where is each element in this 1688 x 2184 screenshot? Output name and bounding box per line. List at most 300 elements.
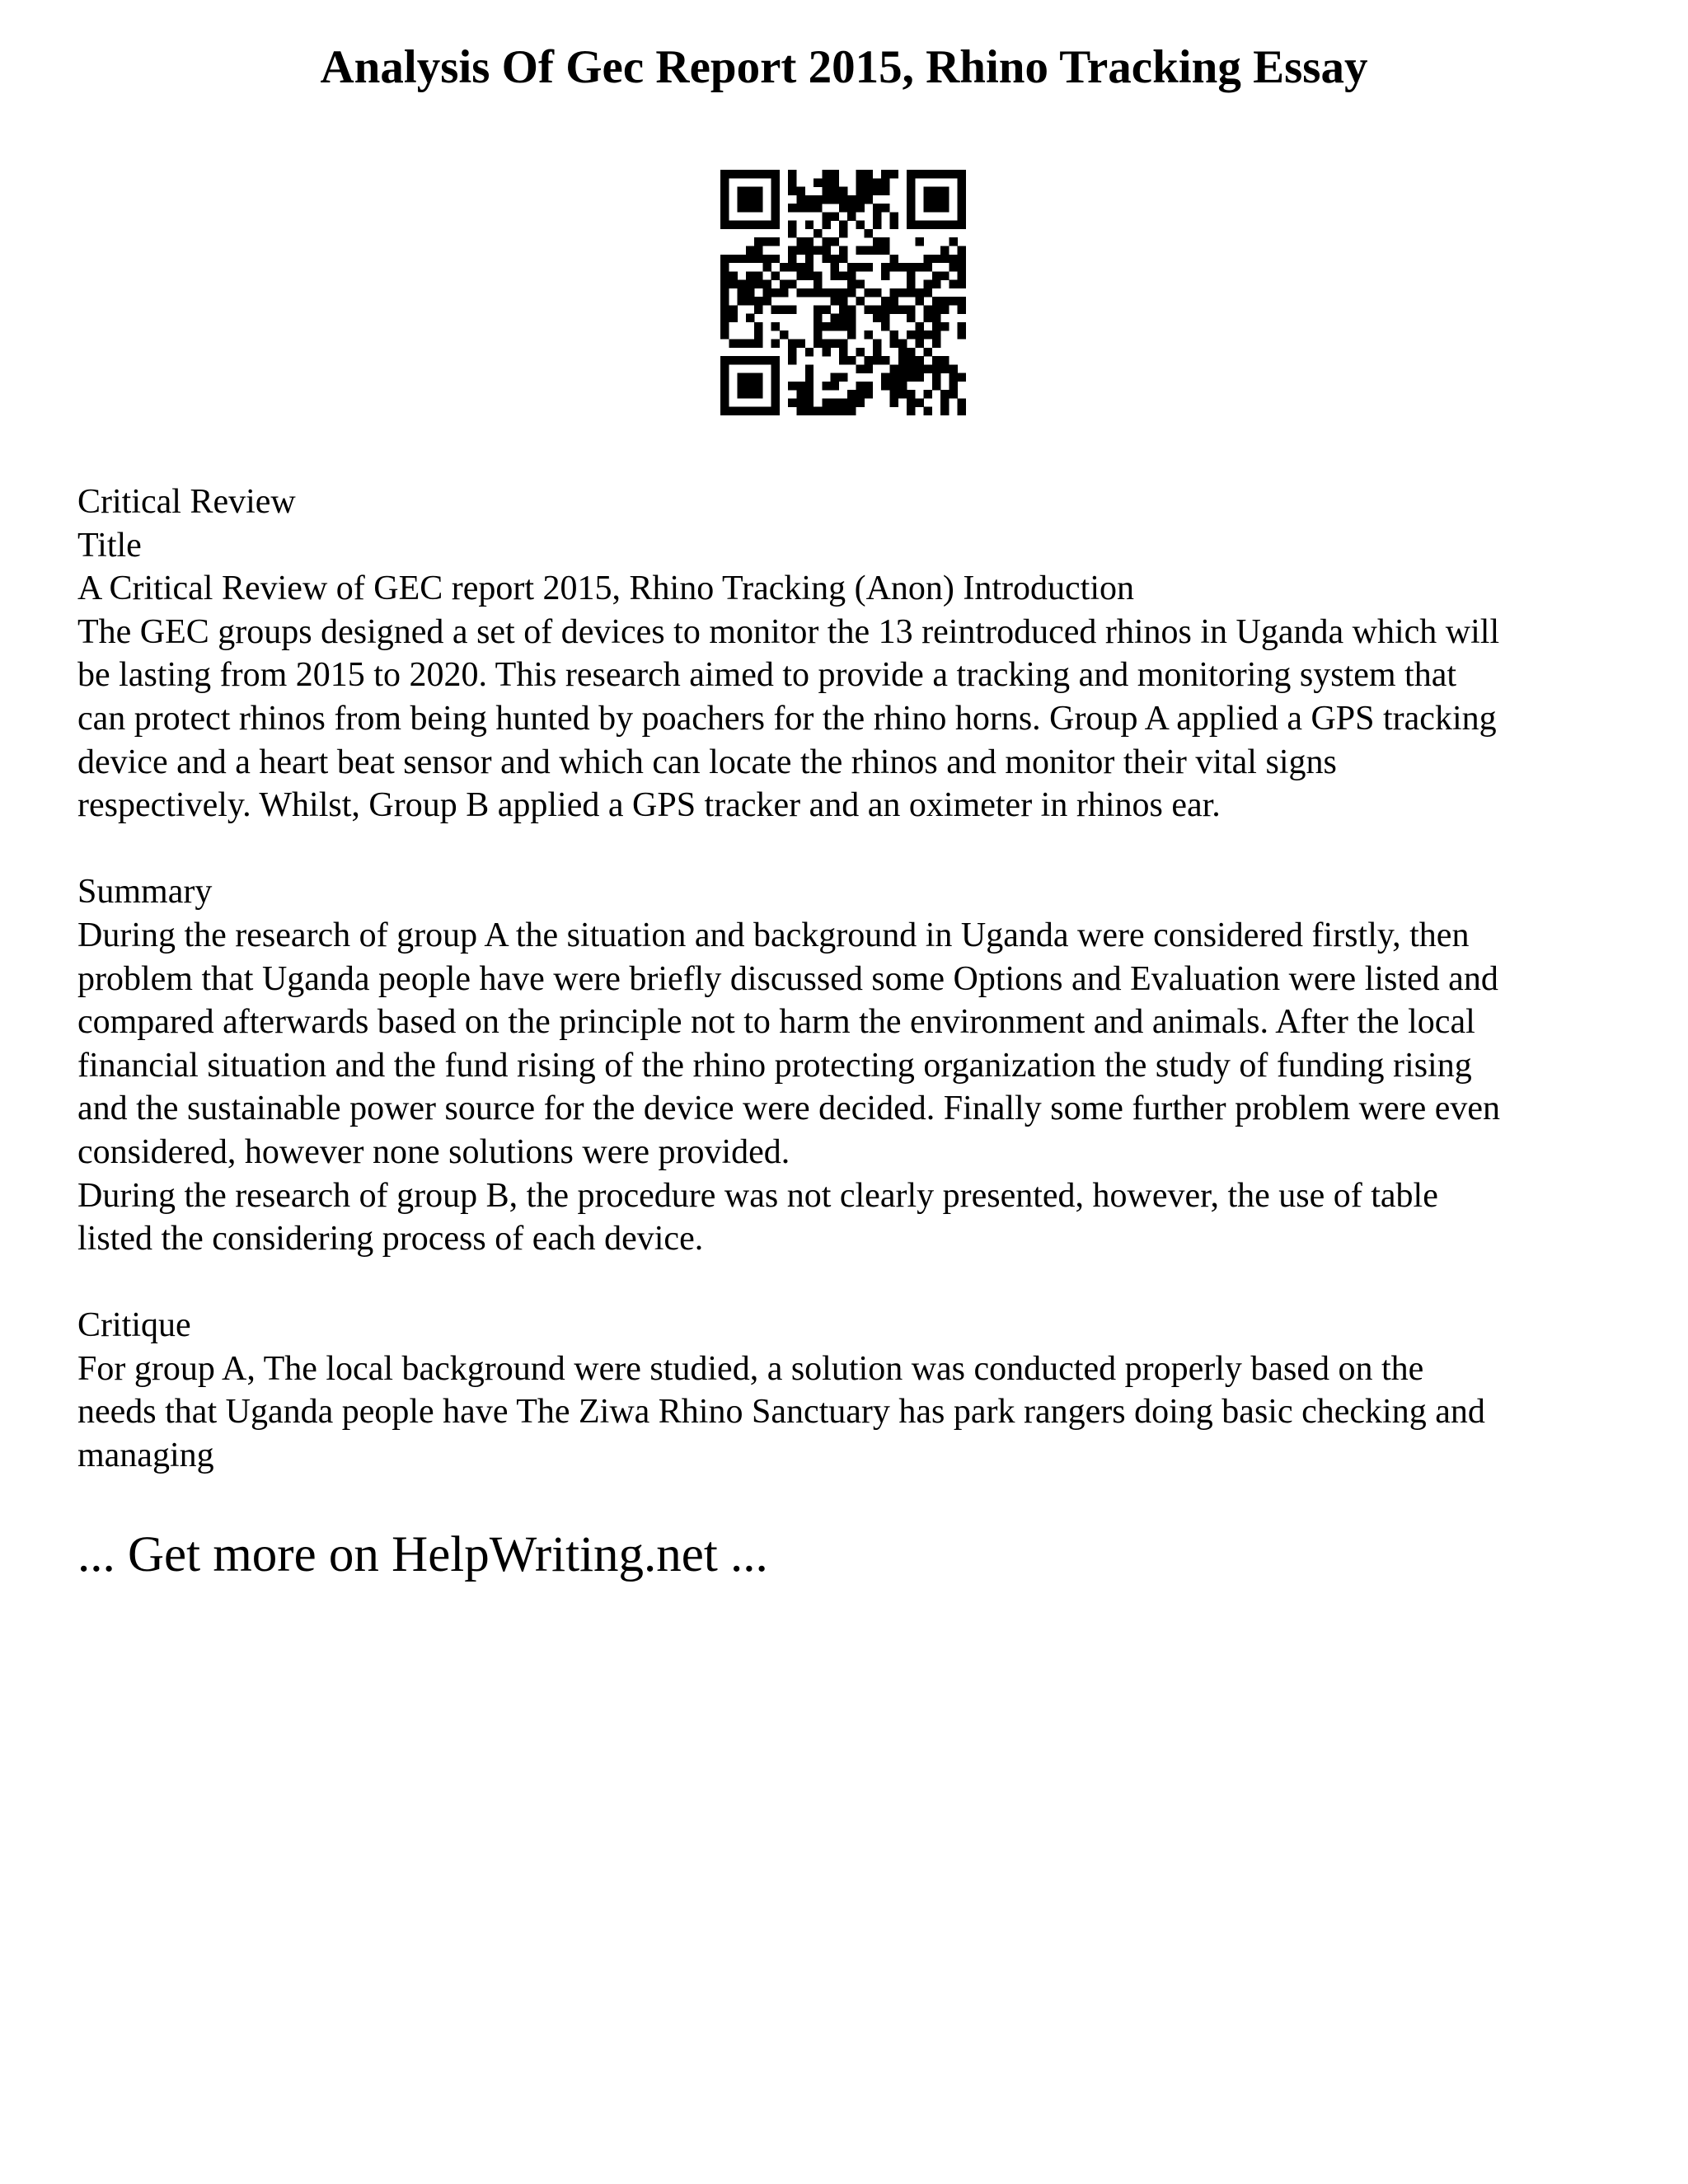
qr-module <box>949 255 957 263</box>
qr-module <box>865 356 873 364</box>
qr-module <box>780 288 788 297</box>
qr-module <box>881 322 889 330</box>
qr-module <box>720 263 729 271</box>
qr-module <box>856 178 864 186</box>
paragraph-line: compared afterwards based on the principle not to harm the environment and animals. After the local <box>77 1003 1475 1042</box>
qr-module <box>907 195 915 204</box>
qr-module <box>839 246 847 254</box>
qr-module <box>940 170 949 178</box>
qr-module <box>932 322 940 330</box>
qr-module <box>915 398 923 406</box>
paragraph-line: managing <box>77 1436 214 1475</box>
qr-module <box>881 297 889 305</box>
qr-module <box>720 221 729 229</box>
qr-module <box>907 221 915 229</box>
qr-module <box>831 407 839 415</box>
paragraph-line: device and a heart beat sensor and which can locate the rhinos and monitor their vital signs <box>77 743 1337 781</box>
qr-module <box>907 178 915 186</box>
qr-module <box>856 297 864 305</box>
qr-module <box>915 170 923 178</box>
qr-module <box>839 297 847 305</box>
qr-module <box>831 237 839 246</box>
qr-module <box>898 373 907 382</box>
qr-module <box>720 398 729 406</box>
qr-module <box>847 322 856 330</box>
qr-module <box>805 373 814 382</box>
qr-module <box>932 255 940 263</box>
qr-module <box>890 305 898 313</box>
qr-module <box>720 356 729 364</box>
qr-module <box>915 330 923 339</box>
qr-module <box>720 314 729 322</box>
qr-module <box>958 280 966 288</box>
qr-module <box>873 187 881 195</box>
qr-module <box>738 340 746 348</box>
qr-module <box>814 322 822 330</box>
qr-module <box>771 204 780 212</box>
qr-module <box>924 280 932 288</box>
qr-module <box>907 364 915 373</box>
qr-module <box>796 340 804 348</box>
qr-module <box>738 204 746 212</box>
qr-module <box>720 297 729 305</box>
qr-module <box>907 170 915 178</box>
qr-module <box>729 340 737 348</box>
qr-module <box>831 340 839 348</box>
qr-module <box>805 255 814 263</box>
qr-module <box>771 305 780 313</box>
qr-module <box>915 364 923 373</box>
qr-module <box>771 178 780 186</box>
qr-module <box>788 340 796 348</box>
qr-module <box>738 255 746 263</box>
qr-module <box>771 170 780 178</box>
qr-module <box>754 373 762 382</box>
paragraph-line: listed the considering process of each device. <box>77 1220 704 1258</box>
qr-module <box>881 237 889 246</box>
qr-module <box>940 322 949 330</box>
qr-module <box>856 204 864 212</box>
qr-module <box>915 297 923 305</box>
qr-module <box>822 221 830 229</box>
qr-module <box>932 314 940 322</box>
qr-module <box>754 305 762 313</box>
qr-module <box>881 170 889 178</box>
qr-module <box>746 195 754 204</box>
paragraph-line: considered, however none solutions were provided. <box>77 1132 790 1171</box>
qr-module <box>814 288 822 297</box>
qr-module <box>940 305 949 313</box>
qr-module <box>788 348 796 356</box>
qr-module <box>873 178 881 186</box>
qr-module <box>771 187 780 195</box>
qr-module <box>788 382 796 390</box>
qr-module <box>805 382 814 390</box>
paragraph-line: can protect rhinos from being hunted by poachers for the rhino horns. Group A applied a GPS tracking <box>77 699 1497 738</box>
qr-module <box>720 305 729 313</box>
qr-module <box>754 271 762 279</box>
qr-module <box>746 314 754 322</box>
qr-module <box>805 246 814 254</box>
qr-module <box>890 382 898 390</box>
qr-module <box>898 288 907 297</box>
qr-module <box>958 322 966 330</box>
qr-module <box>720 271 729 279</box>
qr-module <box>881 187 889 195</box>
qr-module <box>958 195 966 204</box>
qr-module <box>924 348 932 356</box>
qr-module <box>729 271 737 279</box>
qr-module <box>932 187 940 195</box>
qr-module <box>898 305 907 313</box>
qr-module <box>831 322 839 330</box>
qr-module <box>890 288 898 297</box>
qr-module <box>822 288 830 297</box>
qr-module <box>746 340 754 348</box>
qr-module <box>907 314 915 322</box>
qr-module <box>771 271 780 279</box>
qr-module <box>788 246 796 254</box>
qr-module <box>771 364 780 373</box>
qr-module <box>738 170 746 178</box>
qr-module <box>822 322 830 330</box>
qr-module <box>924 330 932 339</box>
qr-module <box>890 255 898 263</box>
qr-module <box>771 255 780 263</box>
paragraph-line: needs that Uganda people have The Ziwa Rhino Sanctuary has park rangers doing basic checking and <box>77 1393 1485 1432</box>
qr-module <box>831 195 839 204</box>
qr-module <box>822 237 830 246</box>
qr-module <box>890 373 898 382</box>
qr-module <box>865 246 873 254</box>
qr-module <box>762 170 771 178</box>
qr-module <box>847 356 856 364</box>
qr-module <box>915 263 923 271</box>
qr-module <box>839 340 847 348</box>
qr-module <box>831 255 839 263</box>
qr-module <box>729 305 737 313</box>
qr-module <box>940 390 949 398</box>
qr-module <box>814 204 822 212</box>
qr-module <box>720 288 729 297</box>
qr-module <box>856 398 864 406</box>
qr-module <box>805 271 814 279</box>
qr-module <box>720 195 729 204</box>
qr-module <box>958 407 966 415</box>
qr-module <box>839 373 847 382</box>
qr-module <box>856 280 864 288</box>
qr-module <box>805 221 814 229</box>
qr-module <box>907 407 915 415</box>
qr-module <box>831 398 839 406</box>
qr-module <box>762 221 771 229</box>
qr-module <box>729 221 737 229</box>
qr-module <box>958 271 966 279</box>
qr-module <box>822 212 830 220</box>
qr-module <box>856 382 864 390</box>
qr-module <box>814 340 822 348</box>
qr-module <box>847 212 856 220</box>
qr-module <box>762 237 771 246</box>
section-heading-critical-review: Critical Review <box>77 483 296 521</box>
qr-module <box>932 356 940 364</box>
qr-module <box>729 314 737 322</box>
qr-module <box>839 348 847 356</box>
qr-module <box>822 178 830 186</box>
qr-module <box>796 263 804 271</box>
qr-module <box>958 221 966 229</box>
qr-module <box>754 246 762 254</box>
qr-module <box>856 221 864 229</box>
paragraph-line: The GEC groups designed a set of devices to monitor the 13 reintroduced rhinos in Uganda which will <box>77 612 1500 651</box>
qr-module <box>881 314 889 322</box>
qr-module <box>814 178 822 186</box>
qr-module <box>822 407 830 415</box>
qr-module <box>924 255 932 263</box>
qr-module <box>780 263 788 271</box>
qr-module <box>780 305 788 313</box>
qr-module <box>949 280 957 288</box>
qr-module <box>847 390 856 398</box>
qr-module <box>788 229 796 237</box>
qr-module <box>873 221 881 229</box>
qr-module <box>796 187 804 195</box>
qr-module <box>746 297 754 305</box>
qr-module <box>746 288 754 297</box>
qr-module <box>754 204 762 212</box>
qr-module <box>856 390 864 398</box>
qr-module <box>822 348 830 356</box>
qr-module <box>822 398 830 406</box>
qr-module <box>890 364 898 373</box>
qr-module <box>915 340 923 348</box>
qr-module <box>865 195 873 204</box>
qr-module <box>720 187 729 195</box>
qr-module <box>738 297 746 305</box>
qr-module <box>865 170 873 178</box>
qr-module <box>771 288 780 297</box>
paragraph-line: For group A, The local background were studied, a solution was conducted properly based on the <box>77 1349 1424 1388</box>
qr-module <box>958 178 966 186</box>
qr-module <box>898 263 907 271</box>
qr-module <box>814 246 822 254</box>
qr-module <box>720 178 729 186</box>
qr-module <box>915 322 923 330</box>
qr-module <box>907 263 915 271</box>
qr-module <box>847 263 856 271</box>
qr-module <box>924 407 932 415</box>
qr-module <box>746 204 754 212</box>
qr-module <box>754 382 762 390</box>
qr-module <box>873 246 881 254</box>
qr-module <box>907 288 915 297</box>
qr-module <box>831 187 839 195</box>
qr-module <box>847 195 856 204</box>
qr-module <box>839 356 847 364</box>
section-heading-critique: Critique <box>77 1306 191 1345</box>
qr-module <box>865 187 873 195</box>
qr-module <box>881 305 889 313</box>
paragraph-line: and the sustainable power source for the device were decided. Finally some further problem were even <box>77 1090 1500 1128</box>
qr-module <box>839 229 847 237</box>
qr-module <box>754 340 762 348</box>
qr-module <box>949 263 957 271</box>
qr-module <box>907 212 915 220</box>
qr-module <box>814 280 822 288</box>
qr-module <box>788 263 796 271</box>
qr-module <box>831 288 839 297</box>
qr-module <box>796 398 804 406</box>
qr-module <box>831 271 839 279</box>
qr-module <box>771 382 780 390</box>
qr-module <box>932 204 940 212</box>
qr-module <box>856 170 864 178</box>
qr-module <box>847 314 856 322</box>
qr-module <box>746 187 754 195</box>
qr-module <box>746 271 754 279</box>
qr-module <box>924 390 932 398</box>
qr-module <box>754 237 762 246</box>
qr-module <box>805 204 814 212</box>
qr-module <box>720 390 729 398</box>
qr-module <box>780 280 788 288</box>
qr-module <box>738 195 746 204</box>
qr-module <box>738 356 746 364</box>
qr-module <box>746 407 754 415</box>
qr-module <box>940 398 949 406</box>
qr-module <box>847 407 856 415</box>
qr-module <box>881 356 889 364</box>
qr-module <box>839 195 847 204</box>
qr-module <box>856 187 864 195</box>
qr-module <box>805 390 814 398</box>
qr-module <box>958 373 966 382</box>
qr-module <box>788 204 796 212</box>
qr-module <box>881 246 889 254</box>
qr-module <box>831 178 839 186</box>
qr-module <box>865 229 873 237</box>
qr-module <box>890 212 898 220</box>
qr-module <box>924 314 932 322</box>
qr-module <box>924 187 932 195</box>
qr-module <box>814 195 822 204</box>
qr-module <box>958 212 966 220</box>
qr-module <box>822 255 830 263</box>
qr-module <box>890 340 898 348</box>
qr-module <box>754 322 762 330</box>
qr-module <box>932 280 940 288</box>
qr-module <box>881 263 889 271</box>
qr-module <box>932 340 940 348</box>
qr-module <box>873 305 881 313</box>
qr-module <box>940 364 949 373</box>
qr-module <box>924 221 932 229</box>
qr-module <box>932 373 940 382</box>
qr-module <box>940 195 949 204</box>
qr-module <box>771 322 780 330</box>
qr-module <box>865 178 873 186</box>
qr-module <box>907 271 915 279</box>
qr-module <box>949 382 957 390</box>
qr-module <box>814 229 822 237</box>
qr-module <box>822 170 830 178</box>
qr-module <box>839 221 847 229</box>
qr-module <box>754 170 762 178</box>
qr-module <box>796 288 804 297</box>
qr-module <box>940 271 949 279</box>
qr-module <box>738 288 746 297</box>
qr-module <box>746 255 754 263</box>
qr-module <box>771 195 780 204</box>
qr-code-icon[interactable] <box>720 170 966 415</box>
qr-code-graphic <box>720 170 966 415</box>
qr-module <box>746 373 754 382</box>
qr-module <box>720 330 729 339</box>
qr-module <box>796 382 804 390</box>
qr-module <box>958 204 966 212</box>
qr-module <box>839 314 847 322</box>
qr-module <box>754 187 762 195</box>
qr-module <box>949 364 957 373</box>
qr-module <box>796 204 804 212</box>
qr-module <box>940 246 949 254</box>
qr-module <box>746 390 754 398</box>
qr-module <box>890 263 898 271</box>
qr-module <box>814 330 822 339</box>
qr-module <box>754 390 762 398</box>
qr-module <box>949 373 957 382</box>
qr-module <box>720 373 729 382</box>
qr-module <box>907 348 915 356</box>
paragraph-line: During the research of group A the situation and background in Uganda were considered firstly, then <box>77 916 1470 954</box>
qr-module <box>932 364 940 373</box>
qr-module <box>771 221 780 229</box>
get-more-link[interactable]: ... Get more on HelpWriting.net ... <box>77 1527 768 1582</box>
qr-module <box>881 204 889 212</box>
qr-module <box>720 170 729 178</box>
qr-module <box>729 255 737 263</box>
qr-module <box>754 221 762 229</box>
qr-module <box>915 373 923 382</box>
qr-module <box>754 330 762 339</box>
qr-module <box>831 212 839 220</box>
qr-module <box>924 170 932 178</box>
qr-module <box>907 305 915 313</box>
qr-module <box>738 187 746 195</box>
qr-module <box>720 280 729 288</box>
qr-module <box>856 263 864 271</box>
qr-module <box>958 305 966 313</box>
qr-module <box>720 364 729 373</box>
qr-module <box>720 322 729 330</box>
paragraph-line: problem that Uganda people have were briefly discussed some Options and Evaluation were listed and <box>77 959 1498 998</box>
qr-module <box>932 271 940 279</box>
qr-module <box>788 170 796 178</box>
qr-module <box>890 170 898 178</box>
qr-module <box>865 364 873 373</box>
qr-module <box>847 204 856 212</box>
qr-module <box>949 390 957 398</box>
paragraph-line: respectively. Whilst, Group B applied a GPS tracker and an oximeter in rhinos ear. <box>77 786 1221 825</box>
qr-module <box>847 288 856 297</box>
qr-module <box>924 204 932 212</box>
qr-module <box>873 288 881 297</box>
paragraph-spacer <box>77 827 1627 871</box>
qr-module <box>940 221 949 229</box>
qr-module <box>924 263 932 271</box>
qr-module <box>958 398 966 406</box>
qr-module <box>890 330 898 339</box>
